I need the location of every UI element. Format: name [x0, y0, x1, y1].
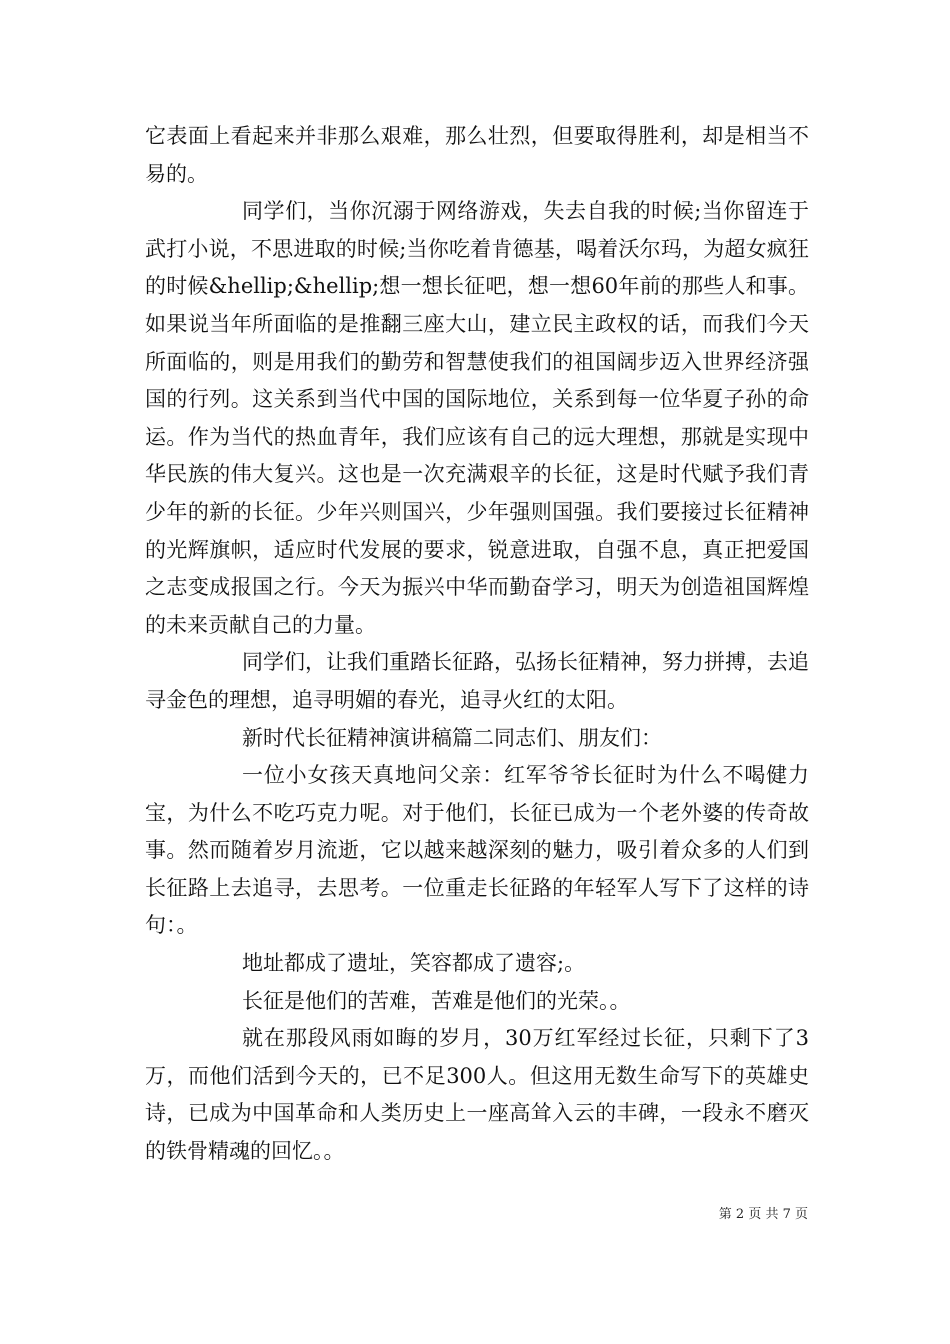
- paragraph-red-army: 就在那段风雨如晦的岁月，30万红军经过长征，只剩下了3万，而他们活到今天的，已不足300人。但这用无数生命写下的英雄史诗，已成为中国革命和人类历史上一座高耸入云的丰碑，一段永不磨灭的铁骨精魂的回忆。。: [145, 1026, 809, 1164]
- body-text: [145, 118, 809, 1171]
- poem-line-1: 地址都成了遗址，笑容都成了遗容;。: [242, 951, 586, 976]
- paragraph-continuation: 它表面上看起来并非那么艰难，那么壮烈，但要取得胜利，却是相当不易的。: [145, 124, 809, 186]
- paragraph-little-girl: 一位小女孩天真地问父亲：红军爷爷长征时为什么不喝健力宝，为什么不吃巧克力呢。对于他们，长征已成为一个老外婆的传奇故事。然而随着岁月流逝，它以越来越深刻的魅力，吸引着众多的人们到长征路上去追寻，去思考。一位重走长征路的年轻军人写下了这样的诗句：。: [145, 763, 809, 938]
- poem-line-2: 长征是他们的苦难，苦难是他们的光荣。。: [242, 988, 631, 1013]
- paragraph-speech-two-heading: 新时代长征精神演讲稿篇二同志们、朋友们：: [242, 725, 662, 750]
- paragraph-classmates-long-march: 同学们，当你沉溺于网络游戏，失去自我的时候;当你留连于武打小说，不思进取的时候;当你吃着肯德基，喝着沃尔玛，为超女疯狂的时候&hellip;&hellip;想一想长征吧，想一想60年前的那些人和事。如果说当年所面临的是推翻三座大山，建立民主政权的话，而我们今天所面临的，则是用我们的勤劳和智慧使我们的祖国阔步迈入世界经济强国的行列。这关系到当代中国的国际地位，关系到每一位华夏子孙的命运。作为当代的热血青年，我们应该有自己的远大理想，那就是实现中华民族的伟大复兴。这也是一次充满艰辛的长征，这是时代赋予我们青少年的新的长征。少年兴则国兴，少年强则国强。我们要接过长征精神的光辉旗帜，适应时代发展的要求，锐意进取，自强不息，真正把爱国之志变成报国之行。今天为振兴中华而勤奋学习，明天为创造祖国辉煌的未来贡献自己的力量。: [145, 199, 809, 637]
- paragraph-classmates-call: 同学们，让我们重踏长征路，弘扬长征精神，努力拼搏，去追寻金色的理想，追寻明媚的春光，追寻火红的太阳。: [145, 650, 809, 712]
- page-number-footer: 第 2 页 共 7 页: [718, 1207, 808, 1222]
